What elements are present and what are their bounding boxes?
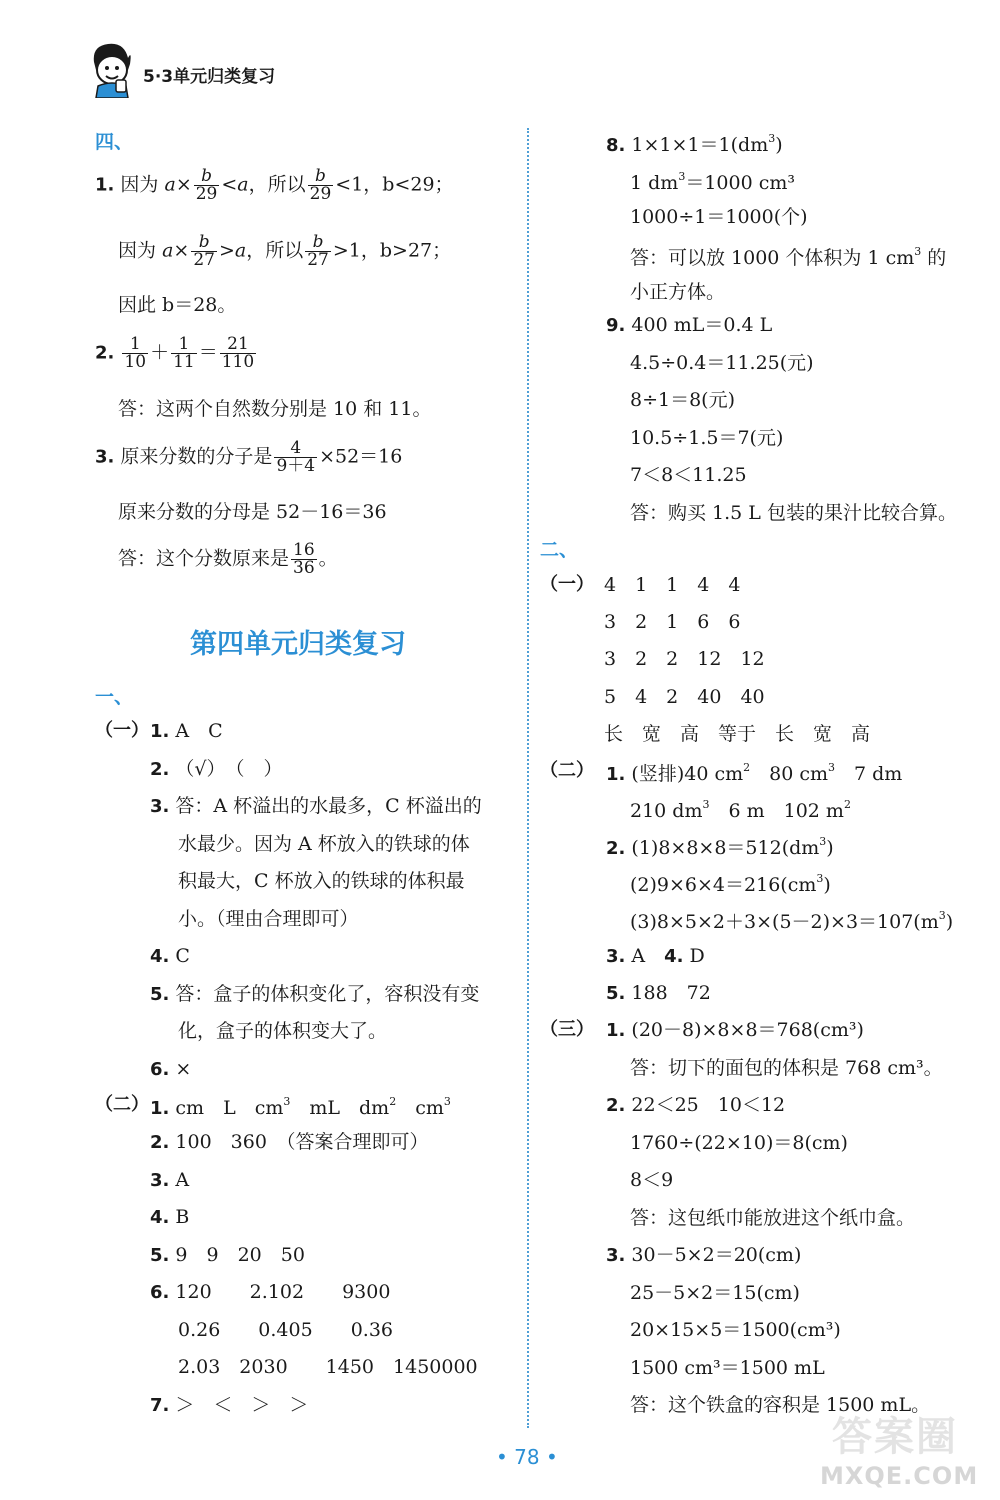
r-g3-row: 3. 30－5×2＝20(cm)	[606, 1244, 802, 1266]
r-g3-row: 答：这个铁盒的容积是 1500 mL。	[630, 1394, 931, 1416]
r-g3-row: 答：切下的面包的体积是 768 cm³。	[630, 1056, 943, 1079]
g2-item: 5. 9 9 20 50	[150, 1243, 305, 1266]
q9-line: 8÷1＝8(元)	[630, 389, 736, 411]
r-group-label-3: （三）	[540, 1019, 594, 1040]
g1-item: 积最大，C 杯放入的铁球的体积最	[178, 870, 465, 892]
q3-line-1: 3. 原来分数的分子是 $\frac{4}{9+4}$ ×52＝16	[95, 438, 403, 476]
section-label-one: 一、	[95, 686, 134, 708]
q9-line: 10.5÷1.5＝7(元)	[630, 426, 784, 449]
r-g3-row: 25－5×2＝15(cm)	[630, 1281, 800, 1304]
r-g1-row: 3 2 1 6 6	[604, 611, 741, 634]
g2-item: 6. 120 2.102 9300	[150, 1281, 391, 1303]
r-g3-row: 1760÷(22×10)＝8(cm)	[630, 1131, 848, 1154]
q3-line-3: 答：这个分数原来是 $\frac{16}{36}$ 。	[118, 540, 338, 578]
section-label-four: 四、	[95, 131, 134, 153]
g2-item: 7. ＞ ＜ ＞ ＞	[150, 1393, 309, 1416]
r-g1-row: 3 2 2 12 12	[604, 648, 765, 671]
q8-line: 1 $dm^3=1000$ cm³	[630, 169, 795, 194]
r-g3-row: 1. (20－8)×8×8＝768(cm³)	[606, 1019, 864, 1041]
g1-item: 3. 答：A 杯溢出的水最多，C 杯溢出的	[150, 795, 482, 817]
q1-number: 1.	[95, 174, 115, 196]
r-g1-row: 5 4 2 40 40	[604, 685, 765, 708]
g1-item: 水最少。因为 A 杯放入的铁球的体	[178, 832, 470, 855]
unit-title: 第四单元归类复习	[190, 629, 406, 660]
r-g2-item-2b: $(2)9\times 6\times 4=216(cm^3)$	[630, 872, 831, 896]
g1-item: 2. （√） （ ）	[150, 757, 283, 780]
q8-line: 1000÷1＝1000(个)	[630, 206, 808, 228]
g1-item: 5. 答：盒子的体积变化了，容积没有变	[150, 982, 480, 1005]
g2-item-1: 1. cm L $cm^3$ mL $dm^2$ $cm^3$	[150, 1095, 451, 1119]
q1-line-3: 因此 b＝28。	[118, 294, 237, 316]
q8-line: 小正方体。	[630, 281, 726, 303]
q1-line-1: 1. 因为 a× $\frac{b}{29}$ <a，所以 $\frac{b}{29}$ <1，b<29；	[95, 166, 454, 204]
q9-line: 4.5÷0.4＝11.25(元)	[630, 351, 814, 374]
r-g3-row: 1500 cm³＝1500 mL	[630, 1356, 825, 1379]
header-title: 5·3单元归类复习	[143, 67, 276, 87]
column-divider	[527, 128, 529, 1428]
q2-line-1: 2. $\frac{1}{10}$ ＋ $\frac{1}{11}$ ＝ $\frac{21}{110}$	[95, 334, 255, 372]
r-g2-item-5: 5. 188 72	[606, 982, 711, 1004]
r-g2-item-1b: 210 $dm^3$ 6 m 102 $m^2$	[630, 798, 851, 822]
r-g2-item-3: 3. A 4. D	[606, 945, 705, 967]
g2-item: 4. B	[150, 1206, 190, 1228]
g1-item: 化，盒子的体积变大了。	[178, 1020, 388, 1042]
group-label-1: （一）	[95, 720, 149, 741]
q9-line: 9. 400 mL＝0.4 L	[606, 314, 773, 336]
r-g1-row: 4 1 1 4 4	[604, 574, 741, 596]
r-g2-item-1: 1. (竖排)40 $cm^2$ 80 $cm^3$ 7 dm	[606, 761, 903, 785]
g2-item: 0.26 0.405 0.36	[178, 1318, 394, 1341]
q2-answer: 答：这两个自然数分别是 10 和 11。	[118, 398, 432, 420]
g1-item: 4. C	[150, 945, 190, 967]
g2-item: 2. 100 360 （答案合理即可）	[150, 1131, 429, 1153]
q9-line: 答：购买 1.5 L 包装的果汁比较合算。	[630, 501, 957, 524]
q1-line-2: 因为 a× $\frac{b}{27}$ >a，所以 $\frac{b}{27}$ >1，b>27；	[118, 232, 452, 270]
r-g3-row: 2. 22＜25 10＜12	[606, 1094, 786, 1116]
g1-item: 小。（理由合理即可）	[178, 907, 359, 930]
q8-line: 8. $1\times 1\times 1=1(dm^3)$	[606, 132, 783, 156]
g2-item: 3. A	[150, 1168, 190, 1191]
r-g2-item-2: 2. $(1)8\times 8\times 8=512(dm^3)$	[606, 835, 834, 859]
section-label-two: 二、	[540, 539, 579, 561]
r-group-label-2: （二）	[540, 760, 594, 781]
g1-item: 1. A C	[150, 720, 223, 742]
q3-line-2: 原来分数的分母是 52－16＝36	[118, 501, 387, 523]
r-g3-row: 8＜9	[630, 1169, 674, 1191]
g1-item: 6. ×	[150, 1057, 192, 1080]
q8-line: 答：可以放 1000 个体积为 1 $cm^3$ 的	[630, 244, 947, 269]
q9-line: 7＜8＜11.25	[630, 464, 747, 486]
group-label-2: （二）	[95, 1094, 149, 1115]
g2-item: 2.03 2030 1450 1450000	[178, 1356, 478, 1378]
mascot-boy-icon	[88, 40, 134, 98]
r-group-label-1: （一）	[540, 574, 594, 595]
watermark-cn: 答案圈	[832, 1414, 958, 1460]
r-g3-row: 答：这包纸巾能放进这个纸巾盒。	[630, 1206, 916, 1229]
r-g1-row: 长 宽 高 等于 长 宽 高	[604, 722, 871, 745]
r-g2-item-2c: $(3)8\times 5\times 2+3\times(5-2)\times 3=107(m^3)$	[630, 909, 954, 933]
watermark-url: MXQE.COM	[820, 1462, 979, 1490]
r-g3-row: 20×15×5＝1500(cm³)	[630, 1319, 841, 1341]
page-number: • 78 •	[496, 1445, 558, 1469]
